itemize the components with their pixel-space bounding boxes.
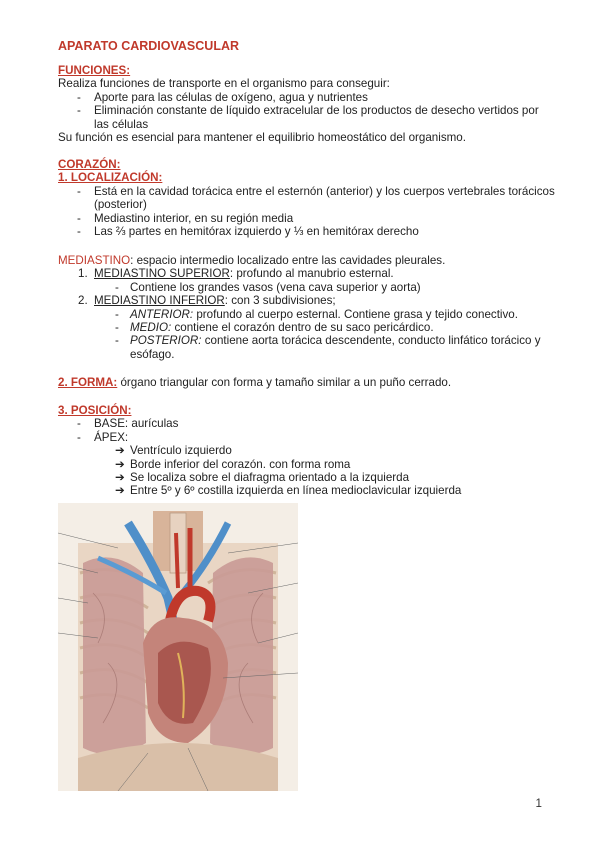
funciones-outro: Su función es esencial para mantener el equilibrio homeostático del organismo.	[58, 131, 466, 145]
dash-bullet: -	[115, 307, 119, 321]
forma-section	[58, 376, 556, 389]
list-item: 1. MEDIASTINO SUPERIOR: profundo al manubrio esternal.	[78, 267, 394, 281]
arrow-bullet-icon: ➔	[115, 484, 125, 498]
dash-bullet: -	[77, 417, 81, 431]
forma-heading: 2. FORMA:	[58, 376, 118, 389]
mediastino-definition: : espacio intermedio localizado entre las cavidades pleurales.	[130, 254, 446, 267]
list-item: ➔ Entre 5º y 6º costilla izquierda en línea medioclavicular izquierda	[115, 484, 462, 498]
list-item: - Eliminación constante de líquido extracelular de los productos de desecho vertidos por las células	[77, 104, 539, 131]
list-item: - ANTERIOR: profundo al cuerpo esternal. Contiene grasa y tejido conectivo.	[115, 307, 518, 321]
dash-bullet: -	[77, 211, 81, 225]
mediastino-section	[58, 254, 556, 361]
mediastino-inferior-name: MEDIASTINO INFERIOR	[94, 294, 225, 308]
list-item: - ÁPEX:	[77, 430, 129, 444]
arrow-bullet-icon: ➔	[115, 444, 125, 458]
funciones-heading: FUNCIONES:	[58, 64, 131, 77]
dash-bullet: -	[115, 334, 119, 348]
document-title-block	[58, 40, 556, 53]
list-item: ➔ Ventrículo izquierdo	[115, 444, 232, 458]
funciones-section	[58, 64, 556, 144]
dash-bullet: -	[77, 430, 81, 444]
posicion-heading: 3. POSICIÓN:	[58, 404, 132, 417]
dash-bullet: -	[77, 104, 81, 118]
list-item: - BASE: aurículas	[77, 417, 179, 431]
mediastino-definition-line	[58, 254, 556, 267]
corazon-heading: CORAZÓN:	[58, 158, 121, 171]
list-item: - Mediastino interior, en su región media	[77, 211, 294, 225]
arrow-bullet-icon: ➔	[115, 457, 125, 471]
list-item: - Aporte para las células de oxígeno, agua y nutrientes	[77, 90, 368, 104]
list-item: - Está en la cavidad torácica entre el esternón (anterior) y los cuerpos vertebrales torácicos (posterior)	[77, 184, 555, 212]
localizacion-heading: 1. LOCALIZACIÓN:	[58, 171, 163, 185]
mediastinum-illustration	[58, 503, 298, 791]
arrow-bullet-icon: ➔	[115, 471, 125, 485]
dash-bullet: -	[115, 321, 119, 335]
dash-bullet: -	[77, 184, 81, 198]
list-item: - Contiene los grandes vasos (vena cava superior y aorta)	[115, 280, 421, 294]
dash-bullet: -	[77, 90, 81, 104]
dash-bullet: -	[115, 280, 119, 294]
page-number: 1	[535, 797, 542, 810]
corazon-section	[58, 158, 556, 238]
list-item: - Las ⅔ partes en hemitórax izquierdo y ⅓ en hemitórax derecho	[77, 225, 419, 239]
document-title: APARATO CARDIOVASCULAR	[58, 39, 240, 53]
forma-text: órgano triangular con forma y tamaño similar a un puño cerrado.	[117, 376, 452, 389]
list-item: - MEDIO: contiene el corazón dentro de su saco pericárdico.	[115, 321, 434, 335]
list-item: ➔ Borde inferior del corazón. con forma roma	[115, 457, 351, 471]
dash-bullet: -	[77, 225, 81, 239]
list-item: - POSTERIOR: contiene aorta torácica descendente, conducto linfático torácico y esófago.	[115, 334, 541, 361]
list-item: 2. MEDIASTINO INFERIOR: con 3 subdivisiones;	[78, 294, 336, 308]
posicion-section	[58, 404, 556, 498]
mediastino-superior-name: MEDIASTINO SUPERIOR	[94, 267, 230, 281]
funciones-intro: Realiza funciones de transporte en el organismo para conseguir:	[58, 77, 390, 91]
mediastino-label: MEDIASTINO	[58, 254, 131, 267]
list-item: ➔ Se localiza sobre el diafragma orientado a la izquierda	[115, 471, 410, 485]
